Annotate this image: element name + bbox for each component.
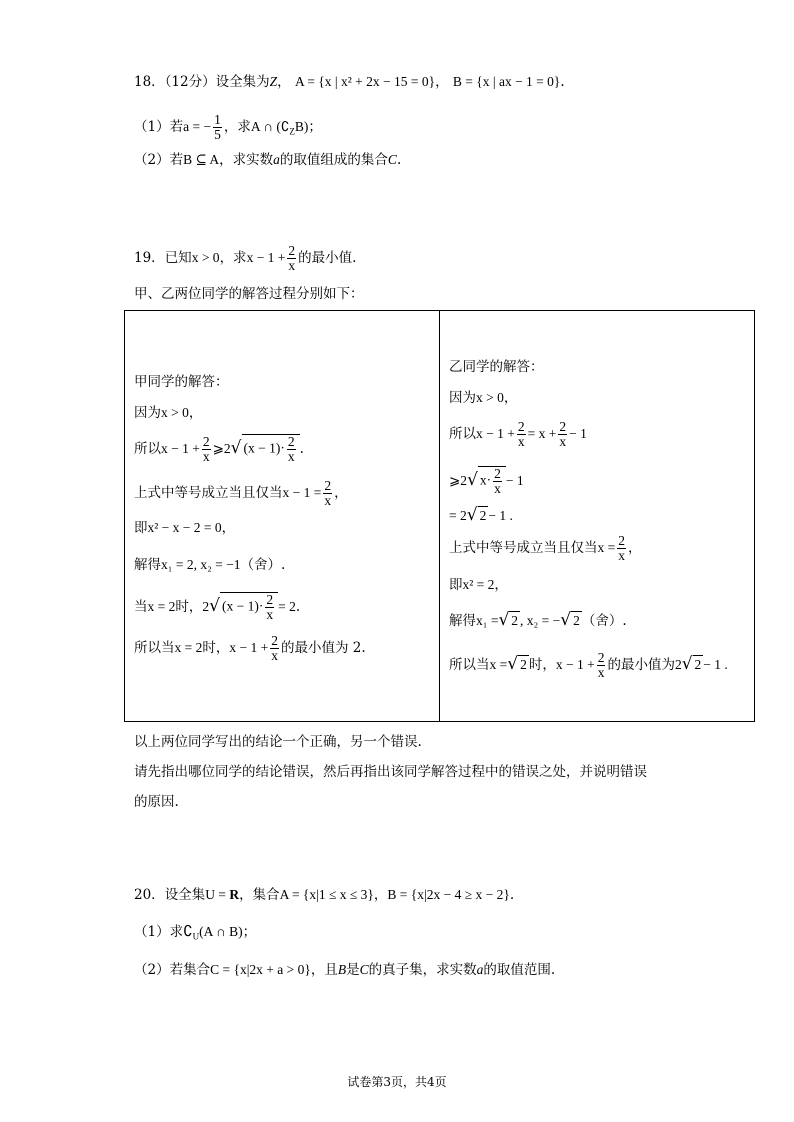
q20-p1-sub: U [192,931,200,942]
frac-num: 2 [202,434,210,449]
jia-l5-math: x₁ = 2, x₂ = −1 [161,557,241,572]
q18-end: . [560,74,565,90]
frac-den: x [618,548,625,563]
q18-p1-expr: A ∩ (∁ [250,119,290,134]
q19-intro: 甲、乙两位同学的解答过程分别如下： [134,286,364,302]
yi-l3-ge: ⩾2 [449,473,468,488]
q20-p2-end: 的取值范围. [483,962,556,978]
yi-l7-math2: , x₂ = − [520,613,561,628]
yi-line8 [449,646,728,683]
q18-set-A: A = {x | x² + 2x − 15 = 0} [294,74,436,89]
jia-l5-end: （舍）. [240,557,286,573]
q18-p2-end: . [396,152,402,168]
frac-num: 2 [288,243,296,258]
jia-l2-fraction [202,435,211,464]
q18-p2-label: （2）若 [134,152,184,168]
q19-number: 19． [134,250,165,266]
yi-l5-pre: 上式中等号成立当且仅当 [449,540,598,556]
q18-text: 设全集为 [215,74,270,90]
q20-p1-label: （1）求 [134,924,184,940]
yi-l1-pre: 因为 [449,390,476,406]
jia-l2-end: . [299,441,304,457]
q18-Z: Z [269,74,278,89]
yi-l2-eq: = x + [527,426,557,441]
sqrt-icon: √ [230,438,242,458]
radicand-fraction [287,435,296,464]
q20-set-A: A = {x|1 ≤ x ≤ 3} [279,887,374,902]
yi-l8-expr: x − 1 + [555,657,595,672]
q19-stem [134,240,356,276]
sqrt-icon: √ [681,654,693,674]
yi-l3-radicand [478,466,506,496]
yi-l5-end: ， [628,540,642,556]
q20-p2-B: B [337,962,347,977]
jia-l2-ge: ⩾2 [212,441,231,456]
frac-den: x [559,434,567,449]
yi-l2-pre: 所以 [449,426,476,442]
frac-den: x [494,481,501,497]
yi-l5-math: x = [597,540,616,555]
radicand-text: (x − 1)· [221,599,264,614]
q20-stem [134,885,514,905]
jia-l5-pre: 解得 [134,557,161,573]
jia-line5 [134,555,285,575]
yi-line6 [449,575,508,595]
yi-l6-math: x² = 2 [462,577,495,592]
q20-p2-a: a [476,962,484,977]
q18-p2-tail: 的取值组成的集合 [279,152,388,168]
jia-l3-pre: 上式中等号成立当且仅当 [134,485,283,501]
complement-icon: ∁ [183,924,193,940]
jia-l7-expr: x − 1 + [229,640,269,655]
q18-score: （12分） [164,74,216,90]
yi-l7-math1: x₁ = [476,613,499,628]
q19-after1: 以上两位同学写出的结论一个正确，另一个错误. [134,734,422,750]
sqrt-icon: √ [467,470,478,490]
yi-l4-end: − 1 . [488,508,513,523]
yi-l1-end: ， [503,390,518,406]
yi-l8-radicand2: 2 [694,657,702,672]
q18-p1-fraction [213,113,222,142]
jia-l4-end: ， [221,520,236,536]
frac-den: 5 [214,127,221,142]
jia-l7-end: 的最小值为 2. [280,640,366,656]
q19-text: 已知 [164,250,192,266]
jia-l1-end: ， [188,405,203,421]
yi-line2 [449,416,587,452]
q18-p2-C: C [387,152,397,167]
q18-p1-ask: ，求 [223,119,251,135]
sqrt-icon: √ [209,596,220,616]
q20-number: 20． [134,887,165,903]
yi-l7-pre: 解得 [449,613,476,629]
jia-line1 [134,403,202,423]
jia-l6-pre: 当 [134,599,148,615]
yi-l8-radicand: 2 [520,657,527,672]
yi-l4-radicand: 2 [479,508,487,523]
yi-l8-fraction [597,651,606,680]
jia-l6-math: x = 2 [147,599,176,614]
sqrt-icon: √ [560,610,572,630]
yi-l5-fraction [617,534,626,563]
q18-p1-a: a = − [183,119,212,134]
q19-expr: x − 1 + [246,250,286,265]
q18-part1 [134,110,322,149]
jia-l1-pre: 因为 [134,405,161,421]
yi-line1 [449,388,517,408]
radicand-fraction [265,593,274,622]
frac-den: x [287,449,295,465]
yi-line5 [449,530,642,566]
q18-p1-tail: B)； [294,119,322,134]
frac-den: x [517,434,525,449]
jia-l2-radicand [242,434,300,464]
radicand-text: (x − 1)· [243,441,285,456]
yi-l8-end: − 1 . [703,657,728,672]
q20-p1-end: ； [242,924,257,940]
jia-l6-end: . [295,599,301,615]
yi-l8-mid: 时， [528,657,556,673]
q20-set-B: B = {x|2x − 4 ≥ x − 2} [387,887,510,902]
radicand-fraction [493,467,502,496]
q19-fraction [287,244,296,273]
yi-l8-two: 2 [674,657,682,672]
q18-p1-label: （1）若 [134,119,184,135]
frac-num: 2 [494,466,501,482]
q20-p2-is: 是 [346,962,360,978]
q18-number: 18． [134,74,165,90]
jia-l7-fraction [270,634,279,663]
q20-p2-C: C [359,962,369,977]
jia-line3 [134,475,348,511]
jia-l6-mid: 时， [175,599,203,615]
yi-l4-math: = 2 [449,508,467,523]
yi-line4 [449,505,513,526]
jia-l6-two: 2 [202,599,210,614]
jia-l7-pre: 所以当 [134,640,175,656]
sqrt-icon: √ [507,654,519,674]
frac-den: x [288,258,296,273]
jia-l3-fraction [323,479,332,508]
jia-l1-math: x > 0 [161,405,189,420]
q20-sep: ， [373,887,388,903]
q19-cond: x > 0 [191,250,220,265]
yi-l3-end: − 1 [505,473,524,488]
q18-sep2: ， [435,74,449,90]
frac-den: x [271,648,278,663]
jia-l7-mid: 时， [202,640,230,656]
jia-line7 [134,630,366,666]
jia-l4-math: x² − x − 2 = 0 [147,520,222,535]
yi-l2-end: − 1 [569,426,587,441]
jia-title: 甲同学的解答： [134,374,229,390]
frac-num: 2 [266,592,274,608]
q18-p2-cond: B ⊆ A [183,152,220,167]
frac-num: 2 [517,419,525,434]
jia-line6 [134,588,300,625]
yi-l6-end: ， [494,577,508,593]
q20-p2-mid: ，且 [310,962,338,978]
q18-p2-ask: ，求实数 [219,152,274,168]
yi-l8-math: x = [489,657,508,672]
q20-end: . [509,887,515,903]
yi-l2-math: x − 1 + [476,426,515,441]
jia-line4 [134,518,235,538]
solution-table-divider [439,310,440,722]
jia-line2 [134,430,304,467]
frac-num: 2 [597,650,605,665]
frac-num: 1 [214,112,221,127]
q20-p2-label: （2）若集合 [134,962,211,978]
yi-l8-pre: 所以当 [449,657,490,673]
q18-p2-a: a [273,152,280,167]
q20-p2-tail: 的真子集，求实数 [368,962,477,978]
frac-den: x [202,449,210,464]
jia-l6-eq: = 2 [278,599,296,614]
yi-l7-radicand2: 2 [573,613,580,628]
q20-R: R [229,887,240,902]
frac-num: 2 [324,478,332,493]
q20-p1-math: (A ∩ B) [199,924,243,939]
jia-l3-math: x − 1 = [282,485,322,500]
jia-l3-end: ， [334,485,348,501]
frac-num: 2 [559,419,567,434]
q20-part1 [134,922,256,947]
jia-l7-math: x = 2 [174,640,203,655]
q18-p1-sub: Z [289,126,295,137]
q19-after2: 请先指出哪位同学的结论错误，然后再指出该同学解答过程中的错误之处，并说明错误 [134,764,647,780]
page-footer: 试卷第3页，共4页 [347,1075,447,1089]
yi-l1-math: x > 0 [476,390,504,405]
jia-l6-radicand [220,592,278,622]
q20-text: 设全集 [164,887,206,903]
yi-l7-radicand1: 2 [511,613,519,628]
yi-line7 [449,610,627,631]
yi-l2-fraction1 [517,420,526,449]
q18-stem [134,72,565,92]
q18-sep: ， [277,74,291,90]
jia-l4-pre: 即 [134,520,148,536]
yi-l6-pre: 即 [449,577,463,593]
jia-l2-math: x − 1 + [161,441,200,456]
q19-ask: ，求 [219,250,247,266]
q19-after3: 的原因. [134,794,179,810]
yi-title: 乙同学的解答： [449,359,544,375]
sqrt-icon: √ [466,505,478,525]
q20-mid: ，集合 [239,887,280,903]
q20-p2-math: C = {x|2x + a > 0} [210,962,311,977]
radicand-text: x· [479,473,492,488]
frac-num: 2 [271,633,278,648]
q19-tail: 的最小值. [298,250,357,266]
yi-line3 [449,462,524,499]
yi-l7-end: （舍）. [581,613,627,629]
q20-part2 [134,960,555,980]
q18-set-B: B = {x | ax − 1 = 0} [452,74,561,89]
frac-den: x [266,607,274,623]
frac-den: x [324,493,332,508]
jia-l2-pre: 所以 [134,441,161,457]
q18-part2 [134,150,401,170]
frac-den: x [597,665,605,680]
yi-l2-fraction2 [558,420,567,449]
sqrt-icon: √ [498,610,510,630]
q20-U: U = [205,887,230,902]
frac-num: 2 [618,533,625,548]
yi-l8-tail: 的最小值为 [607,657,675,673]
frac-num: 2 [287,434,295,450]
